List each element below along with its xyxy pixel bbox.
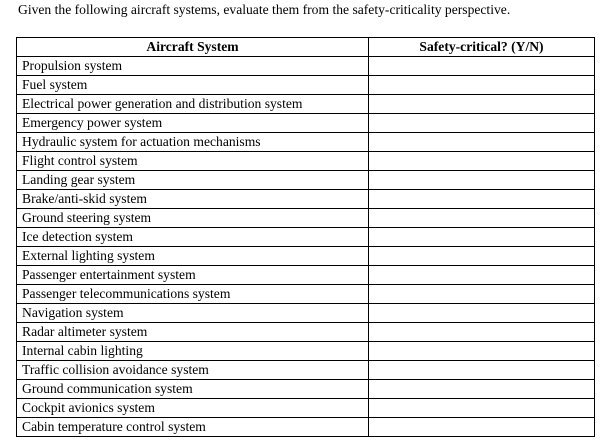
system-name-cell: Brake/anti-skid system <box>17 190 369 209</box>
table-body <box>17 57 595 437</box>
safety-critical-answer-cell[interactable] <box>369 209 595 228</box>
table-row <box>17 190 595 209</box>
safety-critical-answer-cell[interactable] <box>369 323 595 342</box>
question-prompt: Given the following aircraft systems, evaluate them from the safety-criticality perspective. <box>18 2 511 17</box>
safety-critical-answer-cell[interactable] <box>369 342 595 361</box>
table-row <box>17 266 595 285</box>
aircraft-systems-table <box>16 37 595 437</box>
table-row <box>17 418 595 437</box>
column-header-safety-critical: Safety-critical? (Y/N) <box>369 38 595 57</box>
system-name-cell: Cabin temperature control system <box>17 418 369 437</box>
table-row <box>17 133 595 152</box>
table-row <box>17 228 595 247</box>
safety-critical-answer-cell[interactable] <box>369 114 595 133</box>
system-name-cell: Navigation system <box>17 304 369 323</box>
table-row <box>17 57 595 76</box>
table-row <box>17 76 595 95</box>
safety-critical-answer-cell[interactable] <box>369 95 595 114</box>
system-name-cell: Passenger entertainment system <box>17 266 369 285</box>
system-name-cell: Ice detection system <box>17 228 369 247</box>
system-name-cell: Flight control system <box>17 152 369 171</box>
table-row <box>17 114 595 133</box>
table-row <box>17 342 595 361</box>
system-name-cell: Traffic collision avoidance system <box>17 361 369 380</box>
safety-critical-answer-cell[interactable] <box>369 285 595 304</box>
table-row <box>17 323 595 342</box>
safety-critical-answer-cell[interactable] <box>369 152 595 171</box>
system-name-cell: Ground steering system <box>17 209 369 228</box>
safety-critical-answer-cell[interactable] <box>369 171 595 190</box>
table-row <box>17 285 595 304</box>
safety-critical-answer-cell[interactable] <box>369 133 595 152</box>
safety-critical-answer-cell[interactable] <box>369 304 595 323</box>
system-name-cell: Internal cabin lighting <box>17 342 369 361</box>
safety-critical-answer-cell[interactable] <box>369 399 595 418</box>
system-name-cell: Fuel system <box>17 76 369 95</box>
table-row <box>17 304 595 323</box>
table-row <box>17 171 595 190</box>
system-name-cell: Hydraulic system for actuation mechanisms <box>17 133 369 152</box>
safety-critical-answer-cell[interactable] <box>369 76 595 95</box>
table-row <box>17 247 595 266</box>
system-name-cell: Cockpit avionics system <box>17 399 369 418</box>
table-row <box>17 95 595 114</box>
system-name-cell: Passenger telecommunications system <box>17 285 369 304</box>
table-row <box>17 209 595 228</box>
safety-critical-answer-cell[interactable] <box>369 361 595 380</box>
safety-critical-answer-cell[interactable] <box>369 380 595 399</box>
table-row <box>17 399 595 418</box>
system-name-cell: Emergency power system <box>17 114 369 133</box>
safety-critical-answer-cell[interactable] <box>369 57 595 76</box>
system-name-cell: Propulsion system <box>17 57 369 76</box>
table-row <box>17 380 595 399</box>
table-header-row <box>17 38 595 57</box>
safety-critical-answer-cell[interactable] <box>369 190 595 209</box>
safety-critical-answer-cell[interactable] <box>369 418 595 437</box>
safety-critical-answer-cell[interactable] <box>369 266 595 285</box>
column-header-system: Aircraft System <box>17 38 369 57</box>
table-row <box>17 361 595 380</box>
system-name-cell: Landing gear system <box>17 171 369 190</box>
system-name-cell: Ground communication system <box>17 380 369 399</box>
safety-critical-answer-cell[interactable] <box>369 247 595 266</box>
safety-critical-answer-cell[interactable] <box>369 228 595 247</box>
system-name-cell: Radar altimeter system <box>17 323 369 342</box>
system-name-cell: Electrical power generation and distribution system <box>17 95 369 114</box>
table-row <box>17 152 595 171</box>
system-name-cell: External lighting system <box>17 247 369 266</box>
